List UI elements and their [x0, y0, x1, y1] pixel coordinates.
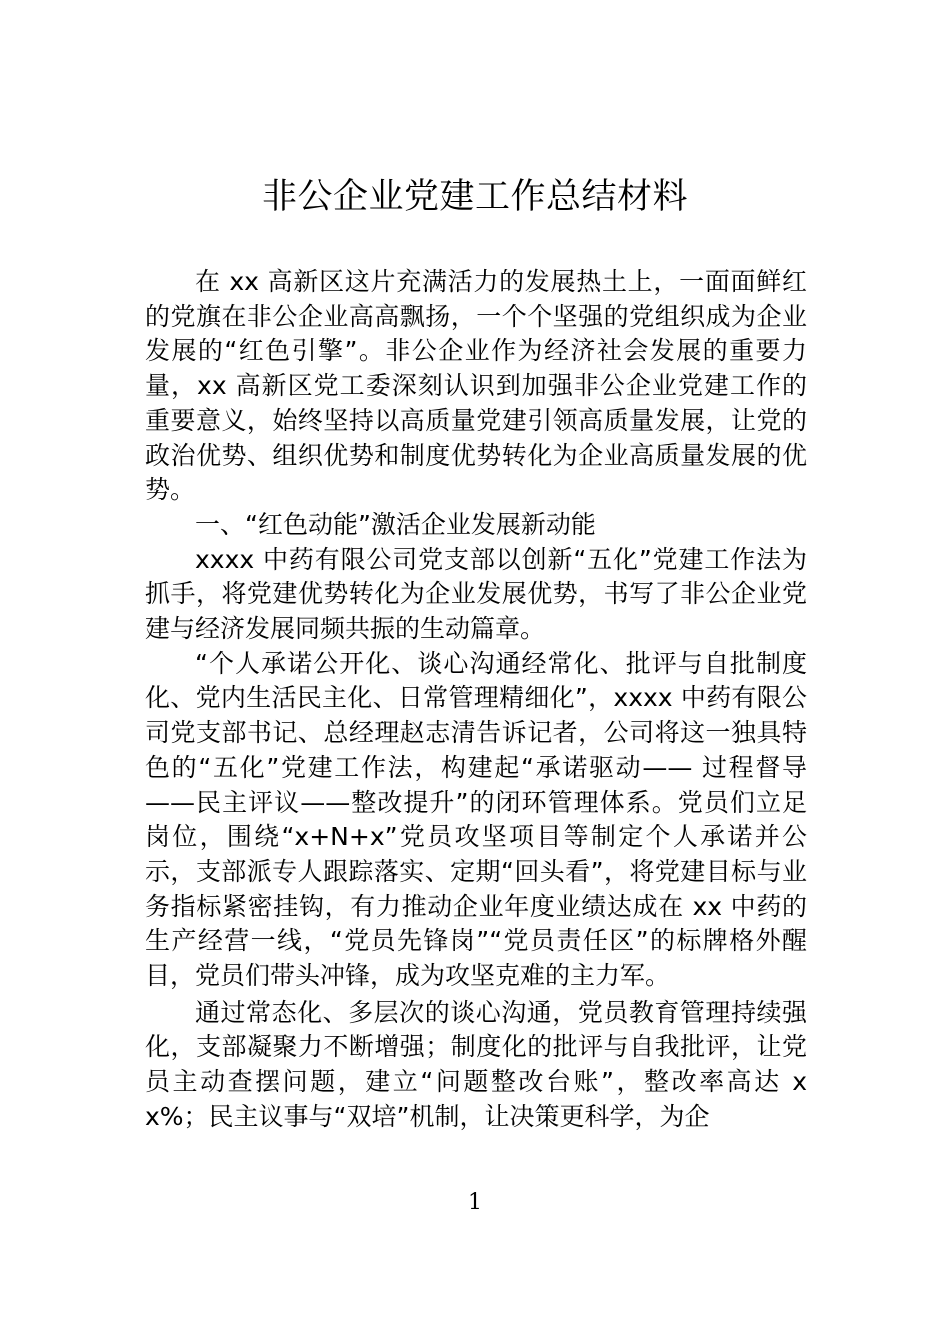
document-title: 非公企业党建工作总结材料: [261, 177, 688, 217]
section-heading: 一、“红色动能”激活企业发展新动能: [195, 509, 596, 539]
document-body: [145, 265, 807, 1135]
paragraph-five-methods: “个人承诺公开化、谈心沟通经常化、批评与自批制度化、党内生活民主化、日常管理精细化”，xxxx 中药有限公司党支部书记、总经理赵志清告诉记者，公司将这一独具特色的“五化”党建工作法，构建起“承诺驱动—— 过程督导——民主评议——整改提升”的闭环管理体系。党员们立足岗位，围绕“x+N+x”党员攻坚项目等制定个人承诺并公示，支部派专人跟踪落实、定期“回头看”，将党建目标与业务指标紧密挂钩，有力推动企业年度业绩达成在 xx 中药的生产经营一线，“党员先锋岗”“党员责任区”的标牌格外醒目，党员们带头冲锋，成为攻坚克难的主力军。: [145, 648, 807, 991]
paragraph-intro: 在 xx 高新区这片充满活力的发展热土上，一面面鲜红的党旗在非公企业高高飘扬，一个个坚强的党组织成为企业发展的“红色引擎”。非公企业作为经济社会发展的重要力量，xx 高新区党工委深刻认识到加强非公企业党建工作的重要意义，始终坚持以高质量党建引领高质量发展，让党的政治优势、组织优势和制度优势转化为企业高质量发展的优势。: [145, 267, 807, 505]
paragraph-company: xxxx 中药有限公司党支部以创新“五化”党建工作法为抓手，将党建优势转化为企业发展优势，书写了非公企业党建与经济发展同频共振的生动篇章。: [145, 544, 807, 644]
paragraph-results: 通过常态化、多层次的谈心沟通，党员教育管理持续强化，支部凝聚力不断增强；制度化的批评与自我批评，让党员主动查摆问题，建立“问题整改台账”，整改率高达 xx%；民主议事与“双培”机制，让决策更科学，为企: [145, 997, 807, 1131]
page-number: 1: [468, 1190, 482, 1215]
